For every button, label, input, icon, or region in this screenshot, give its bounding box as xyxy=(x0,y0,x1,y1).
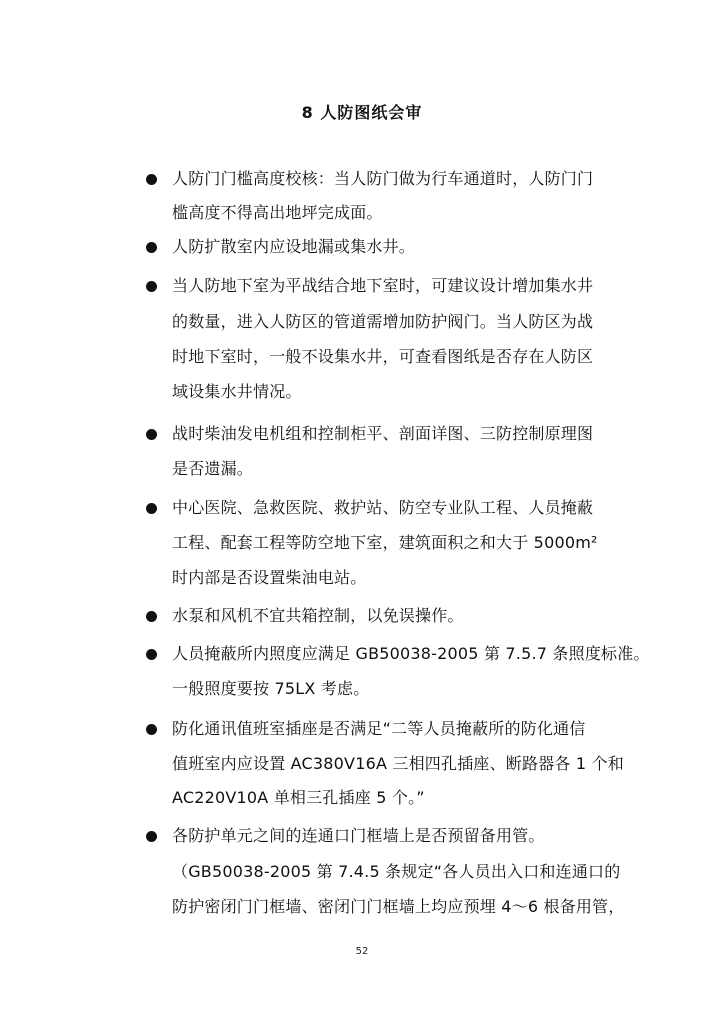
item-line: 水泵和风机不宜共箱控制，以免误操作。 xyxy=(172,606,464,625)
bullet-icon xyxy=(146,503,157,514)
item-line: 一般照度要按 75LX 考虑。 xyxy=(172,679,370,698)
item-line: 是否遗漏。 xyxy=(172,459,254,478)
bullet-icon xyxy=(146,831,157,842)
bullet-icon xyxy=(146,611,157,622)
item-line: 战时柴油发电机组和控制柜平、剖面详图、三防控制原理图 xyxy=(172,424,594,443)
bullet-icon xyxy=(146,724,157,735)
bullet-icon xyxy=(146,174,157,185)
item-line: 的数量，进入人防区的管道需增加防护阀门。当人防区为战 xyxy=(172,312,594,331)
item-line: 防化通讯值班室插座是否满足“二等人员掩蔽所的防化通信 xyxy=(172,719,586,738)
item-line: 工程、配套工程等防空地下室，建筑面积之和大于 5000m² xyxy=(172,533,598,552)
item-line: 槛高度不得高出地坪完成面。 xyxy=(172,203,383,222)
item-line: 时内部是否设置柴油电站。 xyxy=(172,568,367,587)
item-line: 防护密闭门门框墙、密闭门门框墙上均应预埋 4～6 根备用管， xyxy=(172,897,625,916)
item-line: 各防护单元之间的连通口门框墙上是否预留备用管。 xyxy=(172,826,545,845)
item-line: AC220V10A 单相三孔插座 5 个。” xyxy=(172,788,425,807)
page-title: 8 人防图纸会审 xyxy=(301,103,423,122)
item-line: 时地下室时，一般不设集水井，可查看图纸是否存在人防区 xyxy=(172,347,594,366)
item-line: 人员掩蔽所内照度应满足 GB50038-2005 第 7.5.7 条照度标准。 xyxy=(172,644,650,663)
item-line: 人防门门槛高度校核：当人防门做为行车通道时，人防门门 xyxy=(172,169,594,188)
bullet-icon xyxy=(146,242,157,253)
item-line: 人防扩散室内应设地漏或集水井。 xyxy=(172,237,416,256)
item-line: 当人防地下室为平战结合地下室时，可建议设计增加集水井 xyxy=(172,276,594,295)
item-line: 值班室内应设置 AC380V16A 三相四孔插座、断路器各 1 个和 xyxy=(172,754,624,773)
item-line: （GB50038-2005 第 7.4.5 条规定“各人员出入口和连通口的 xyxy=(172,862,621,881)
item-line: 域设集水井情况。 xyxy=(172,382,302,401)
bullet-icon xyxy=(146,281,157,292)
page-number: 52 xyxy=(355,946,369,957)
bullet-icon xyxy=(146,649,157,660)
item-line: 中心医院、急救医院、救护站、防空专业队工程、人员掩蔽 xyxy=(172,498,594,517)
bullet-icon xyxy=(146,429,157,440)
